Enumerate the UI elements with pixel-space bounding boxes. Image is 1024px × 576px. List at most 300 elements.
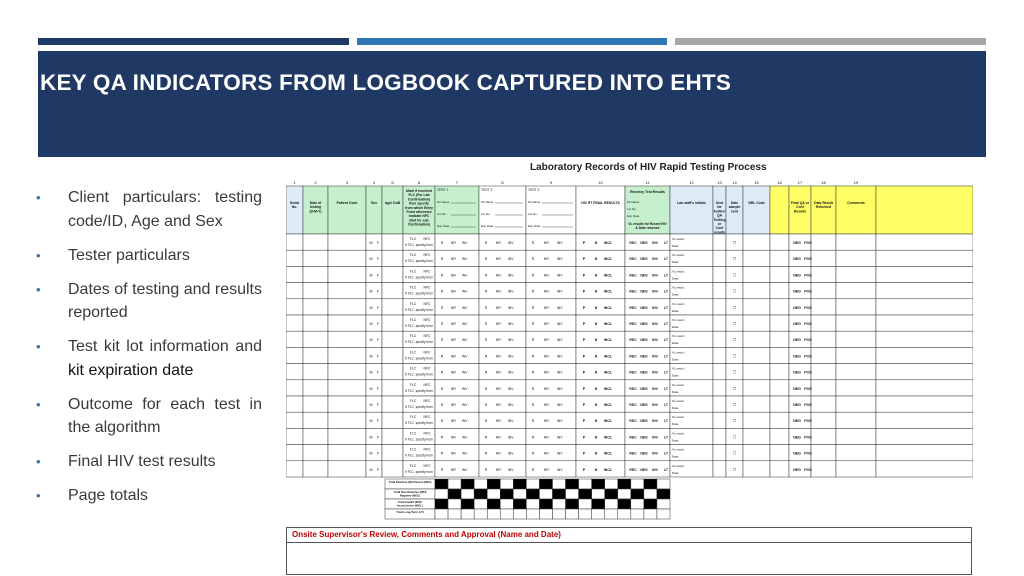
table-cell <box>366 266 382 282</box>
header-cell <box>836 186 876 234</box>
header-label: FLC (For Lab <box>408 193 430 198</box>
table-cell <box>811 380 836 396</box>
sex-option: M <box>369 386 373 391</box>
table-cell <box>770 266 789 282</box>
test-result-option: NR <box>450 305 456 310</box>
vl-result-label: VL result: <box>672 334 685 339</box>
final-result-option: INCL <box>603 403 613 407</box>
recency-option: REC <box>629 370 637 375</box>
test-result-option: R <box>484 305 488 310</box>
test-result-option: NR <box>495 419 501 424</box>
vl-header-label: & Date returned <box>635 226 660 230</box>
test-result-option: R <box>440 289 444 294</box>
table-cell <box>303 250 328 266</box>
test-result-option: INV <box>507 370 514 375</box>
supervisor-review-box <box>286 527 972 575</box>
recency-option: REC <box>629 435 637 440</box>
totals-grid-cell <box>435 479 448 489</box>
test-result-option: R <box>440 338 444 343</box>
totals-grid-cell <box>526 479 539 489</box>
test-result-option: R <box>484 322 488 326</box>
logbook-form <box>286 179 973 576</box>
flc-option: FLC <box>409 350 417 355</box>
test-result-option: R <box>484 257 488 262</box>
accent-bar-navy <box>38 38 349 45</box>
sex-option: F <box>376 241 380 245</box>
table-cell <box>366 315 382 331</box>
checkbox-icon: □ <box>732 337 737 344</box>
final-result-option: INCL <box>603 419 613 424</box>
final-result-option: P <box>582 370 586 375</box>
table-cell <box>836 250 876 266</box>
column-number: 16 <box>777 180 782 185</box>
test-result-option: R <box>440 354 444 359</box>
column-number: 6 <box>417 180 421 185</box>
final-qa-option: NEG <box>793 241 801 245</box>
test-result-option: NR <box>450 467 456 472</box>
totals-grid-cell <box>553 479 566 489</box>
test-result-option: NR <box>543 322 549 326</box>
totals-grid-cell <box>579 499 592 509</box>
totals-grid-cell <box>461 509 474 519</box>
totals-grid-cell <box>579 509 592 519</box>
table-cell <box>836 380 876 396</box>
totals-grid-cell <box>657 499 670 509</box>
table-cell <box>811 347 836 363</box>
column-number: 18 <box>821 180 826 185</box>
recency-option: REC <box>629 467 637 472</box>
table-cell <box>303 428 328 444</box>
final-result-option: N <box>594 354 598 359</box>
vl-date-label: Date: <box>672 276 680 281</box>
final-result-option: N <box>594 273 598 278</box>
column-number: 12 <box>689 180 694 185</box>
final-result-option: INCL <box>603 338 613 343</box>
column-number: 11 <box>645 180 650 185</box>
final-qa-option: POS <box>804 370 812 375</box>
sex-option: M <box>369 289 373 294</box>
table-cell <box>811 266 836 282</box>
test-result-option: NR <box>495 386 501 391</box>
flc-specify: If FLC, specify from <box>405 259 433 264</box>
test-result-option: R <box>440 386 444 391</box>
header-label: indicate NFC <box>408 214 430 219</box>
checkbox-icon: □ <box>732 434 737 441</box>
header-label: Age/ DoB <box>384 201 401 205</box>
lot-field-label: Kit Name <box>481 200 494 204</box>
test-result-option: INV <box>556 386 563 391</box>
final-result-option: N <box>594 419 598 424</box>
sex-option: M <box>369 419 373 424</box>
nfc-option: NFC <box>423 237 431 241</box>
final-qa-option: POS <box>804 322 812 326</box>
checkbox-icon: □ <box>732 385 737 392</box>
table-cell <box>836 347 876 363</box>
recency-option: NEG <box>640 241 648 245</box>
table-cell <box>366 283 382 299</box>
table-cell <box>876 364 973 380</box>
test-result-option: NR <box>450 419 456 424</box>
table-cell <box>836 396 876 412</box>
table-cell <box>876 461 973 477</box>
table-cell <box>876 331 973 347</box>
totals-grid-cell <box>592 489 605 499</box>
test-result-option: INV <box>507 386 514 391</box>
recency-sub-label: Lot No. <box>627 207 637 211</box>
table-cell <box>811 250 836 266</box>
test-result-option: NR <box>450 257 456 262</box>
table-cell <box>303 283 328 299</box>
table-cell <box>366 299 382 315</box>
test-result-option: R <box>484 419 488 424</box>
vl-date-label: Date: <box>672 292 680 297</box>
checkbox-icon: □ <box>732 272 737 279</box>
test-result-option: INV <box>556 467 563 472</box>
recency-option: INV <box>652 403 658 407</box>
test-result-option: R <box>531 386 535 391</box>
flc-specify: If FLC, specify from <box>405 372 433 377</box>
table-cell <box>303 396 328 412</box>
totals-grid-cell <box>592 509 605 519</box>
final-qa-option: POS <box>804 386 812 391</box>
bullet-item <box>30 335 262 382</box>
final-qa-option: NEG <box>793 305 801 310</box>
table-cell <box>366 347 382 363</box>
vl-result-label: VL result: <box>672 350 685 355</box>
test-result-option: R <box>484 451 488 456</box>
slide-title: KEY QA INDICATORS FROM LOGBOOK CAPTURED INTO EHTS <box>40 70 732 95</box>
test-result-option: NR <box>450 322 456 326</box>
totals-grid-cell <box>592 499 605 509</box>
flc-specify: If FLC, specify from <box>405 324 433 328</box>
final-result-option: INCL <box>603 354 613 359</box>
bullet-text: Tester particulars <box>68 246 190 264</box>
test-result-option: NR <box>543 354 549 359</box>
table-cell <box>286 412 303 428</box>
final-qa-option: POS <box>804 435 812 440</box>
header-label: QA <box>716 213 723 218</box>
flc-option: FLC <box>409 399 417 403</box>
table-cell <box>836 234 876 250</box>
recency-option: LT <box>664 435 668 440</box>
test-result-option: INV <box>556 419 563 424</box>
sex-option: M <box>369 257 373 262</box>
recency-option: INV <box>652 386 658 391</box>
test-result-option: NR <box>495 435 501 440</box>
table-cell <box>382 299 403 315</box>
header-label: Confirmation) <box>407 197 431 202</box>
test-result-option: NR <box>495 305 501 310</box>
header-cell <box>286 186 303 234</box>
test-result-option: NR <box>543 386 549 391</box>
lot-field-label: Lot No. <box>437 212 447 216</box>
flc-option: FLC <box>409 237 417 241</box>
header-label: Further <box>713 209 726 214</box>
final-result-option: N <box>594 403 598 407</box>
recency-option: INV <box>652 451 658 456</box>
column-number: 5 <box>391 180 394 185</box>
table-cell <box>366 396 382 412</box>
vl-result-label: VL result: <box>672 399 685 403</box>
recency-option: INV <box>652 273 658 278</box>
sex-option: M <box>369 370 373 375</box>
test-result-option: NR <box>543 257 549 262</box>
table-cell <box>286 396 303 412</box>
table-cell <box>286 364 303 380</box>
recency-option: NEG <box>640 386 648 391</box>
recency-option: NEG <box>640 370 648 375</box>
totals-grid-cell <box>644 499 657 509</box>
recency-option: LT <box>664 419 668 424</box>
table-cell <box>303 364 328 380</box>
table-cell <box>770 380 789 396</box>
flc-specify: If FLC, specify from <box>405 453 433 458</box>
recency-option: REC <box>629 403 637 407</box>
flc-specify: If FLC, specify from <box>405 421 433 426</box>
test-result-option: R <box>484 354 488 359</box>
vl-result-label: VL result: <box>672 415 685 420</box>
flc-option: FLC <box>409 447 417 452</box>
table-cell <box>713 396 726 412</box>
flc-option: FLC <box>409 366 417 371</box>
sex-option: F <box>376 435 380 440</box>
vl-result-label: VL result: <box>672 301 685 306</box>
table-cell <box>713 250 726 266</box>
header-label: Date of <box>309 201 322 205</box>
bullet-icon: • <box>36 190 41 205</box>
test-result-option: INV <box>507 467 514 472</box>
final-qa-option: POS <box>804 241 812 245</box>
vl-date-label: Date: <box>672 470 680 475</box>
recency-option: LT <box>664 451 668 456</box>
test-result-option: R <box>484 467 488 472</box>
table-cell <box>770 428 789 444</box>
totals-grid-cell <box>448 499 461 509</box>
vl-result-label: VL result: <box>672 237 685 241</box>
totals-grid-cell <box>448 489 461 499</box>
table-cell <box>382 364 403 380</box>
table-cell <box>811 428 836 444</box>
header-label: Date <box>730 201 739 205</box>
column-number: 19 <box>853 180 859 185</box>
table-cell <box>876 299 973 315</box>
final-qa-option: POS <box>804 467 812 472</box>
final-result-option: N <box>594 338 598 343</box>
recency-option: INV <box>652 370 658 375</box>
final-result-option: N <box>594 322 598 326</box>
test-result-option: INV <box>507 241 514 245</box>
test-header-label: TEST 1 <box>437 188 449 192</box>
table-cell <box>743 250 770 266</box>
recency-option: NEG <box>640 338 648 343</box>
table-cell <box>743 445 770 461</box>
totals-grid-cell <box>618 489 631 499</box>
sex-option: F <box>376 386 380 391</box>
test-result-option: INV <box>556 435 563 440</box>
sex-option: M <box>369 273 373 278</box>
totals-grid-cell <box>435 509 448 519</box>
header-cell <box>743 186 770 234</box>
recency-option: LT <box>664 354 668 359</box>
totals-grid-cell <box>435 489 448 499</box>
bullet-item <box>30 393 262 440</box>
table-cell <box>366 445 382 461</box>
header-label: Returned <box>816 205 831 210</box>
recency-option: INV <box>652 257 658 262</box>
table-cell <box>770 299 789 315</box>
flc-specify: If FLC, specify from <box>405 307 433 312</box>
table-cell <box>836 364 876 380</box>
bullet-text-b: kit expiration date <box>68 361 194 379</box>
totals-grid-cell <box>657 489 670 499</box>
table-cell <box>382 380 403 396</box>
header-label: Sex <box>370 201 378 205</box>
vl-date-label: Date: <box>672 454 680 459</box>
vl-date-label: Date: <box>672 438 680 443</box>
recency-option: NEG <box>640 435 648 440</box>
table-cell <box>328 428 366 444</box>
final-result-option: INCL <box>603 289 613 294</box>
totals-grid-cell <box>553 499 566 509</box>
nfc-option: NFC <box>423 399 431 403</box>
table-cell <box>286 250 303 266</box>
table-cell <box>366 234 382 250</box>
header-label: Testing <box>713 217 726 222</box>
totals-grid-cell <box>474 509 487 519</box>
table-cell <box>713 331 726 347</box>
test-result-option: INV <box>507 338 514 343</box>
test-result-option: R <box>440 435 444 440</box>
totals-grid-cell <box>513 489 526 499</box>
header-label: results <box>713 230 726 235</box>
test-result-option: NR <box>450 289 456 294</box>
final-result-option: P <box>582 451 586 456</box>
bullet-text: Page totals <box>68 487 149 504</box>
accent-bar-grey <box>675 38 986 45</box>
final-result-option: N <box>594 467 598 472</box>
header-cell <box>382 186 403 234</box>
sex-option: F <box>376 305 380 310</box>
nfc-option: NFC <box>423 318 431 322</box>
totals-grid-cell <box>474 499 487 509</box>
totals-grid-cell <box>500 499 513 509</box>
totals-grid-cell <box>579 479 592 489</box>
recency-option: INV <box>652 305 658 310</box>
final-result-option: INCL <box>603 386 613 391</box>
table-cell <box>713 266 726 282</box>
table-cell <box>876 234 973 250</box>
recency-option: INV <box>652 467 658 472</box>
totals-grid-cell <box>448 509 461 519</box>
bullet-item <box>30 278 262 325</box>
bullet-icon: • <box>36 396 41 412</box>
vl-result-label: VL result: <box>672 382 685 387</box>
final-qa-option: POS <box>804 289 812 294</box>
final-result-option: INCL <box>603 467 613 472</box>
flc-specify: If FLC, specify from <box>405 469 433 474</box>
table-cell <box>770 364 789 380</box>
final-result-option: INCL <box>603 370 613 375</box>
test-result-option: INV <box>461 305 468 310</box>
sex-option: F <box>376 370 380 375</box>
lot-field-label: Lot No. <box>481 212 491 216</box>
table-cell <box>836 412 876 428</box>
recency-option: INV <box>652 241 658 245</box>
bullet-item <box>30 484 262 508</box>
final-result-option: P <box>582 257 586 262</box>
table-cell <box>328 250 366 266</box>
nfc-option: NFC <box>423 415 431 420</box>
final-qa-option: NEG <box>793 338 801 343</box>
test-result-option: R <box>484 338 488 343</box>
test-result-option: R <box>531 273 535 278</box>
header-label: Lab staff's initials <box>677 201 706 205</box>
lot-field-label: Lot No. <box>528 212 538 216</box>
table-cell <box>811 299 836 315</box>
table-cell <box>770 396 789 412</box>
table-cell <box>770 331 789 347</box>
final-qa-option: POS <box>804 403 812 407</box>
nfc-option: NFC <box>423 269 431 274</box>
totals-grid-cell <box>566 489 579 499</box>
test-result-option: INV <box>556 322 563 326</box>
test-result-option: INV <box>556 241 563 245</box>
table-cell <box>743 315 770 331</box>
table-cell <box>328 331 366 347</box>
recency-option: REC <box>629 257 637 262</box>
test-result-option: NR <box>495 403 501 407</box>
bullet-icon: • <box>36 247 41 263</box>
header-label: then specify <box>409 201 429 206</box>
table-cell <box>770 283 789 299</box>
sex-option: F <box>376 451 380 456</box>
test-result-option: INV <box>507 354 514 359</box>
final-qa-option: NEG <box>793 419 801 424</box>
header-label: (Not for Lab <box>409 218 429 223</box>
totals-grid-cell <box>487 499 500 509</box>
final-result-option: N <box>594 451 598 456</box>
bullet-text: Client particulars: testing code/ID, Age and Sex <box>68 189 262 230</box>
table-cell <box>303 445 328 461</box>
flc-option: FLC <box>409 334 417 339</box>
lot-field-label: Exp Date <box>528 224 541 228</box>
table-cell <box>811 331 836 347</box>
recency-option: NEG <box>640 273 648 278</box>
recency-header-label: Recency Test Results <box>630 190 665 194</box>
flc-option: FLC <box>409 463 417 468</box>
recency-option: REC <box>629 305 637 310</box>
recency-option: REC <box>629 451 637 456</box>
test-result-option: INV <box>556 451 563 456</box>
flc-option: FLC <box>409 318 417 322</box>
sex-option: F <box>376 257 380 262</box>
recency-option: LT <box>664 322 668 326</box>
final-qa-option: NEG <box>793 403 801 407</box>
test-result-option: NR <box>495 451 501 456</box>
final-result-option: P <box>582 467 586 472</box>
table-cell <box>286 234 303 250</box>
vl-result-label: VL result: <box>672 431 685 436</box>
table-cell <box>713 380 726 396</box>
table-cell <box>743 412 770 428</box>
bullet-icon: • <box>36 454 41 469</box>
sex-option: M <box>369 451 373 456</box>
totals-grid-cell <box>500 479 513 489</box>
test-result-option: INV <box>556 403 563 407</box>
header-cell <box>366 186 382 234</box>
totals-grid-cell <box>487 489 500 499</box>
test-result-option: INV <box>556 289 563 294</box>
